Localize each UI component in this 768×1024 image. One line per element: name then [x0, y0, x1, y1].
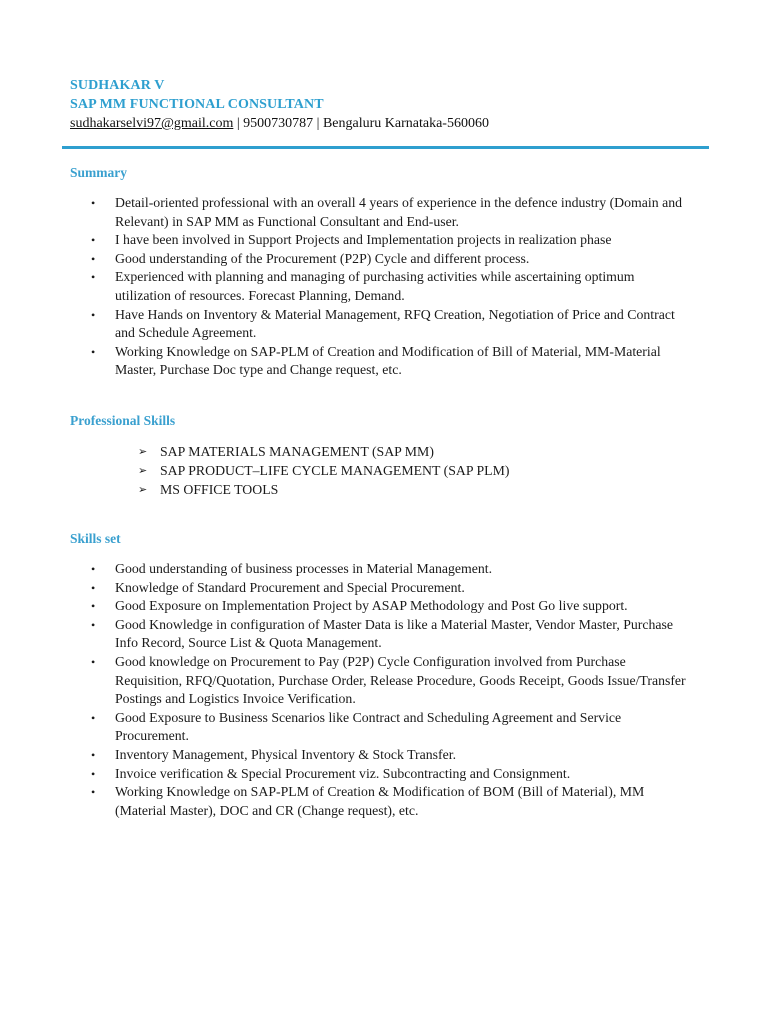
- candidate-role: SAP MM FUNCTIONAL CONSULTANT: [70, 97, 324, 112]
- skills-set-item: • Inventory Management, Physical Inventory & Stock Transfer.: [90, 746, 690, 765]
- candidate-name: SUDHAKAR V: [70, 78, 165, 93]
- skills-set-item: • Good understanding of business processes in Material Management.: [90, 560, 690, 579]
- bullet-icon: •: [91, 307, 96, 322]
- professional-skill-item: ➢ SAP PRODUCT–LIFE CYCLE MANAGEMENT (SAP PLM): [138, 463, 510, 478]
- summary-item: • Experienced with planning and managing of purchasing activities while ascertaining optimum utilization of resources. Forecast Planning, Demand.: [91, 269, 635, 303]
- summary-heading: Summary: [70, 165, 127, 180]
- bullet-icon: •: [91, 196, 96, 210]
- resume-header: [70, 76, 710, 134]
- summary-item: • I have been involved in Support Projects and Implementation projects in realization phase: [90, 231, 690, 250]
- skills-set-list: [90, 560, 690, 820]
- arrow-bullet-icon: ➢: [138, 445, 148, 458]
- professional-skill-item: ➢ MS OFFICE TOOLS: [138, 482, 279, 497]
- bullet-icon: •: [91, 599, 96, 614]
- bullet-icon: •: [91, 344, 96, 359]
- arrow-bullet-icon: ➢: [138, 483, 148, 496]
- contact-details: | 9500730787 | Bengaluru Karnataka-560060: [233, 116, 489, 131]
- bullet-icon: •: [91, 710, 96, 725]
- bullet-icon: •: [91, 766, 96, 781]
- summary-item: • Detail-oriented professional with an overall 4 years of experience in the defence industry (Domain and Relevant) in SAP MM as Functional Consultant and End-user.: [91, 195, 682, 229]
- email-link[interactable]: sudhakarselvi97@gmail.com: [70, 116, 234, 131]
- bullet-icon: •: [91, 580, 96, 595]
- bullet-icon: •: [91, 617, 96, 632]
- bullet-icon: •: [91, 654, 96, 669]
- bullet-icon: •: [91, 270, 96, 285]
- professional-skills-list: [138, 442, 698, 499]
- bullet-icon: •: [91, 747, 96, 762]
- professional-skills-heading: Professional Skills: [70, 413, 176, 428]
- skills-set-item: • Invoice verification & Special Procurement viz. Subcontracting and Consignment.: [90, 765, 690, 784]
- summary-item: • Working Knowledge on SAP-PLM of Creation and Modification of Bill of Material, MM-Material Master, Purchase Doc type and Change request, etc.: [91, 343, 661, 378]
- skills-set-item: • Good knowledge on Procurement to Pay (P2P) Cycle Configuration involved from Purchase Requisition, RFQ/Quotation, Purchase Order, Release Procedure, Goods Receipt, Goods Issue/Transfer Postings and Logistics Invoice Verification.: [91, 653, 686, 707]
- skills-set-item: • Good Knowledge in configuration of Master Data is like a Material Master, Vendor Master, Purchase Info Record, Source List & Quota Management.: [91, 616, 674, 651]
- bullet-icon: •: [91, 785, 96, 800]
- header-divider: [62, 146, 709, 149]
- skills-set-item: • Working Knowledge on SAP-PLM of Creation & Modification of BOM (Bill of Material), MM (Material Master), DOC and CR (Change request), etc.: [91, 784, 645, 818]
- bullet-icon: •: [91, 251, 96, 266]
- skills-set-item: • Knowledge of Standard Procurement and Special Procurement.: [90, 579, 690, 598]
- skills-set-item: • Good Exposure on Implementation Project by ASAP Methodology and Post Go live support.: [90, 597, 690, 616]
- skills-set-heading: Skills set: [70, 531, 121, 546]
- skills-set-item: • Good Exposure to Business Scenarios like Contract and Scheduling Agreement and Service Procurement.: [91, 709, 622, 744]
- bullet-icon: •: [91, 562, 96, 576]
- summary-list: [90, 194, 690, 380]
- arrow-bullet-icon: ➢: [138, 464, 148, 477]
- professional-skill-item: ➢ SAP MATERIALS MANAGEMENT (SAP MM): [138, 444, 434, 459]
- summary-item: • Have Hands on Inventory & Material Management, RFQ Creation, Negotiation of Price and Contract and Schedule Agreement.: [91, 306, 675, 341]
- bullet-icon: •: [91, 233, 96, 248]
- contact-line: [70, 114, 710, 134]
- summary-item: • Good understanding of the Procurement (P2P) Cycle and different process.: [90, 250, 690, 269]
